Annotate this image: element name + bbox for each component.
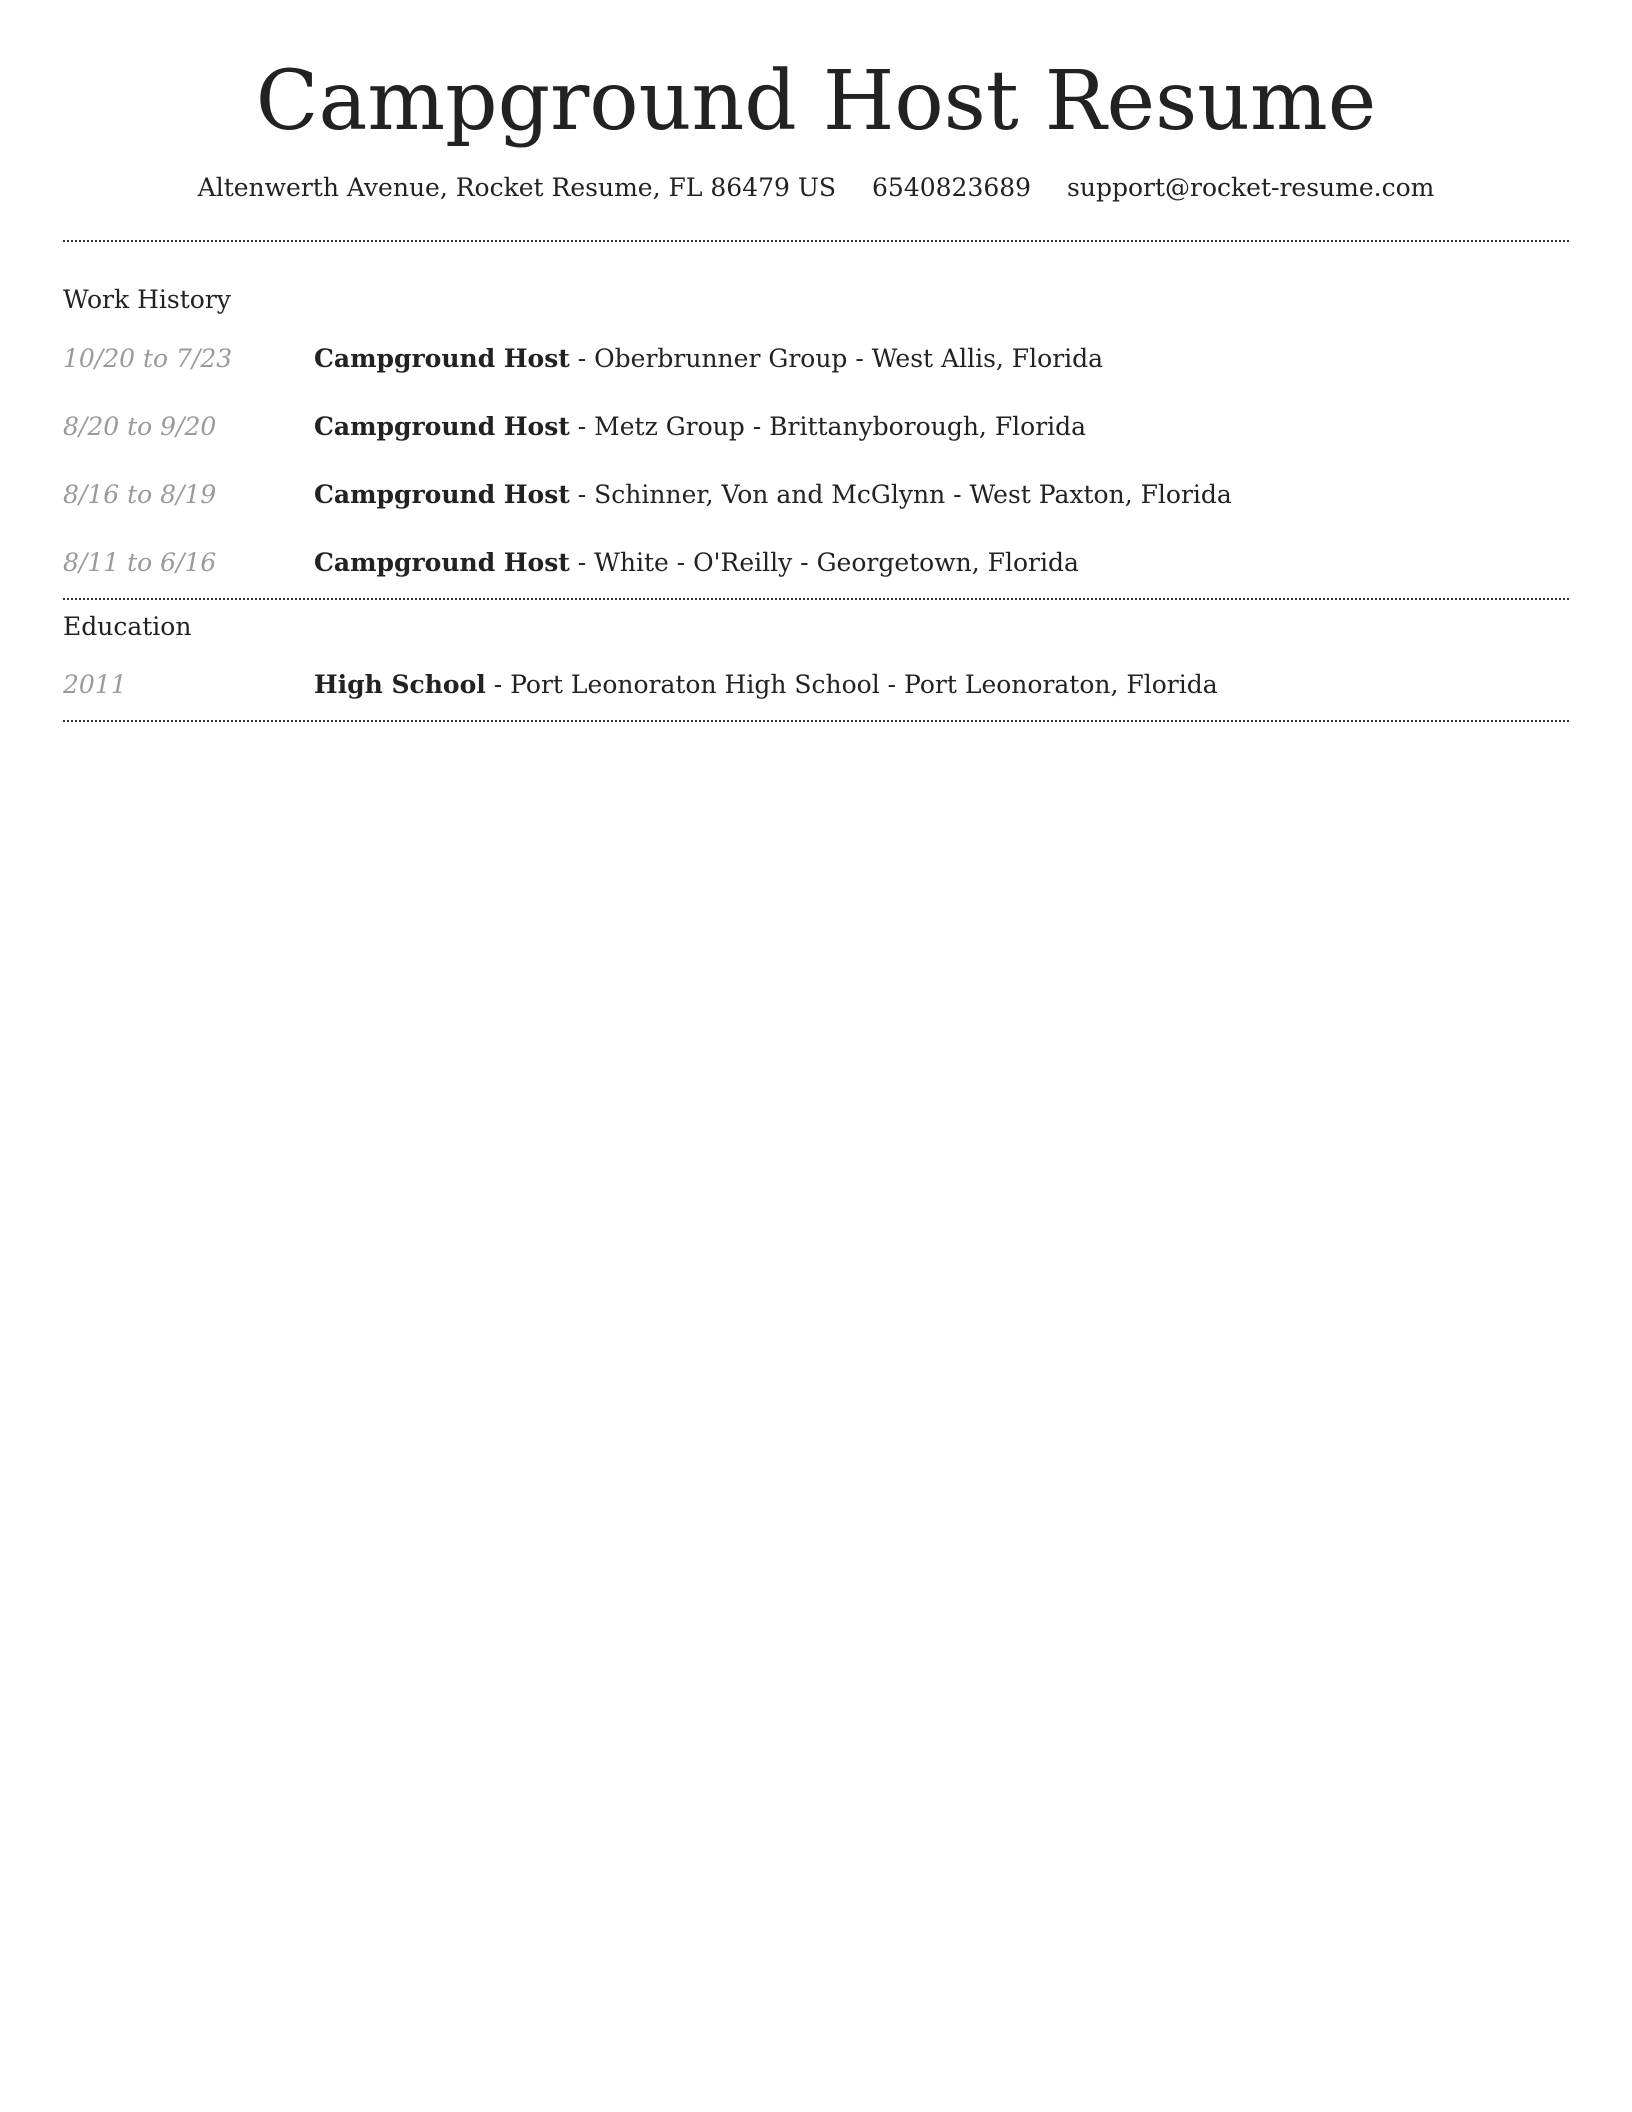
- entry-role: High School: [314, 670, 486, 699]
- education-entry: [63, 665, 1569, 705]
- contact-line: [63, 170, 1569, 206]
- work-history-entry: [63, 407, 1569, 447]
- entry-details: - Oberbrunner Group - West Allis, Florida: [569, 344, 1104, 373]
- header-divider: [63, 240, 1569, 242]
- contact-phone: 6540823689: [872, 173, 1032, 202]
- resume-title: Campground Host Resume: [255, 54, 1377, 149]
- entry-dates: 8/11 to 6/16: [63, 548, 217, 577]
- entry-dates: 8/20 to 9/20: [63, 412, 217, 441]
- entry-dates: 2011: [63, 670, 127, 699]
- education-heading: Education: [63, 612, 192, 641]
- entry-dates: 10/20 to 7/23: [63, 344, 233, 373]
- entry-role: Campground Host: [314, 344, 570, 373]
- education-divider: [63, 720, 1569, 722]
- entry-role: Campground Host: [314, 412, 570, 441]
- entry-details: - Schinner, Von and McGlynn - West Paxton, Florida: [569, 480, 1232, 509]
- entry-detail: [314, 665, 1218, 705]
- entry-details: - White - O'Reilly - Georgetown, Florida: [569, 548, 1079, 577]
- work-history-divider: [63, 598, 1569, 600]
- work-history-entry: [63, 339, 1569, 379]
- entry-detail: [314, 339, 1103, 379]
- entry-dates: 8/16 to 8/19: [63, 480, 217, 509]
- entry-role: Campground Host: [314, 548, 570, 577]
- work-history-entry: [63, 475, 1569, 515]
- work-history-heading: Work History: [63, 285, 231, 314]
- entry-details: - Port Leonoraton High School - Port Leonoraton, Florida: [485, 670, 1218, 699]
- entry-role: Campground Host: [314, 480, 570, 509]
- contact-address: Altenwerth Avenue, Rocket Resume, FL 86479 US: [197, 173, 837, 202]
- entry-detail: [314, 475, 1232, 515]
- work-history-entry: [63, 543, 1569, 583]
- entry-details: - Metz Group - Brittanyborough, Florida: [569, 412, 1087, 441]
- entry-detail: [314, 407, 1086, 447]
- entry-detail: [314, 543, 1079, 583]
- contact-email: support@rocket-resume.com: [1067, 173, 1435, 202]
